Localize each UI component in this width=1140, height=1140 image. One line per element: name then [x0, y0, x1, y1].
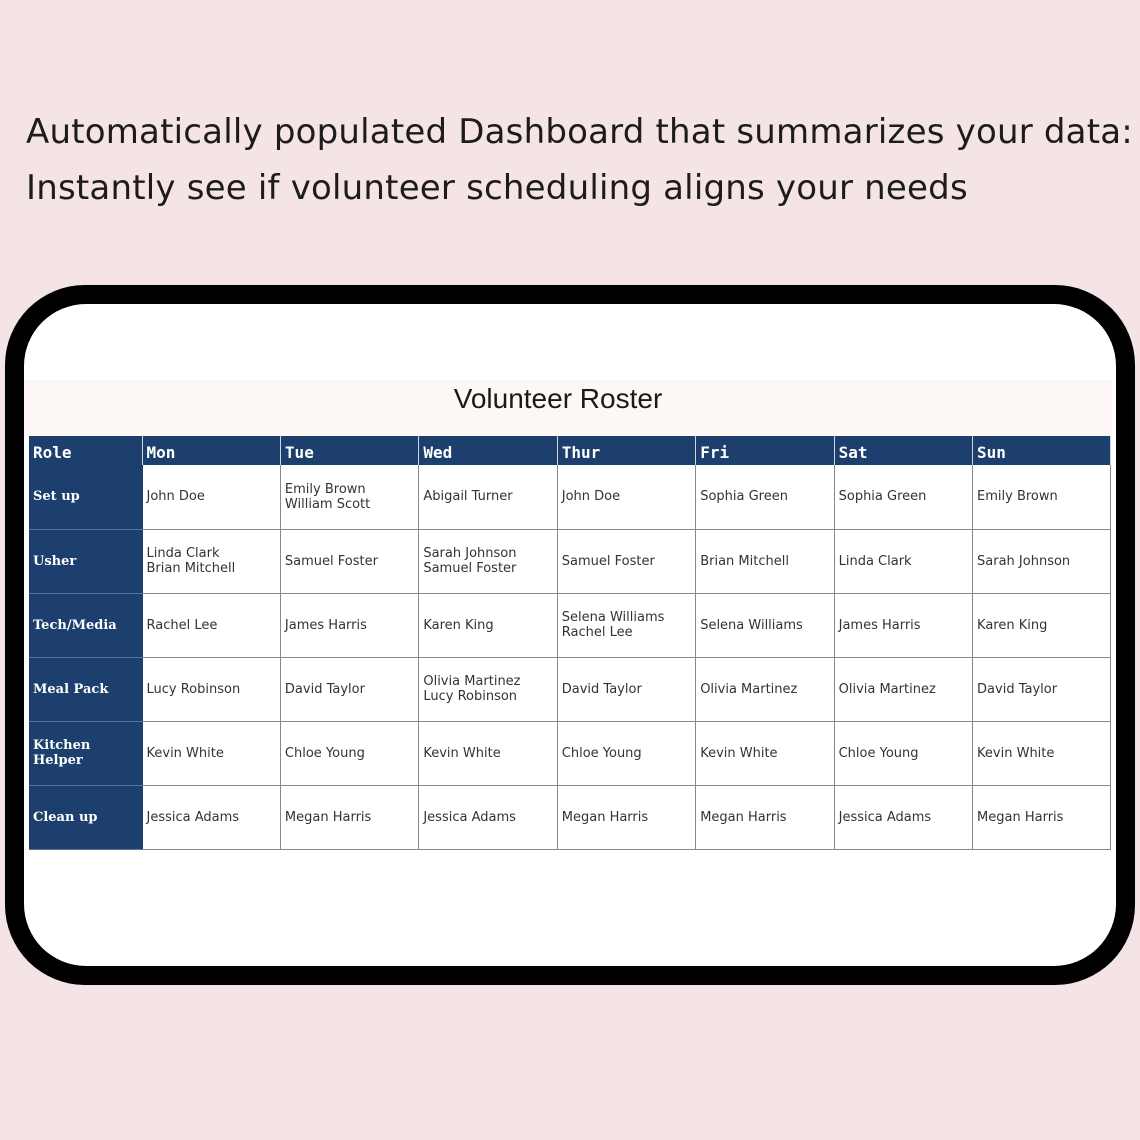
role-cell[interactable]: Meal Pack [29, 657, 142, 721]
column-header-sat[interactable]: Sat [834, 436, 972, 465]
volunteer-name: Lucy Robinson [146, 681, 241, 697]
volunteer-name: Megan Harris [700, 809, 787, 825]
volunteer-name: Emily Brown [284, 481, 366, 497]
schedule-cell[interactable] [142, 785, 280, 849]
volunteer-name: Kevin White [146, 745, 224, 761]
column-header-sun[interactable]: Sun [973, 436, 1111, 465]
schedule-cell[interactable] [973, 785, 1111, 849]
volunteer-name: Kevin White [423, 745, 501, 761]
schedule-cell[interactable] [557, 465, 695, 529]
roster-header-row [29, 436, 1111, 465]
schedule-cell[interactable] [973, 721, 1111, 785]
schedule-cell[interactable] [419, 465, 557, 529]
volunteer-name: Chloe Young [284, 745, 365, 761]
volunteer-name: Olivia Martinez [423, 674, 521, 689]
volunteer-name: Sarah Johnson [423, 546, 517, 561]
volunteer-name: Brian Mitchell [146, 561, 236, 576]
volunteer-name: Samuel Foster [284, 553, 378, 569]
schedule-cell[interactable] [834, 465, 972, 529]
schedule-cell[interactable] [142, 465, 280, 529]
volunteer-name: Megan Harris [977, 809, 1064, 825]
volunteer-name: David Taylor [977, 681, 1058, 697]
schedule-cell[interactable] [696, 721, 834, 785]
volunteer-name: Megan Harris [284, 809, 372, 825]
schedule-cell[interactable] [696, 657, 834, 721]
volunteer-name: David Taylor [561, 681, 642, 697]
schedule-cell[interactable] [973, 529, 1111, 593]
schedule-cell[interactable] [696, 593, 834, 657]
volunteer-name: Karen King [977, 617, 1048, 633]
volunteer-name: Olivia Martinez [838, 681, 936, 697]
role-cell[interactable]: Clean up [29, 785, 142, 849]
volunteer-name: Olivia Martinez [700, 681, 798, 697]
schedule-cell[interactable] [419, 721, 557, 785]
schedule-cell[interactable] [834, 657, 972, 721]
column-header-mon[interactable]: Mon [142, 436, 280, 465]
volunteer-name: James Harris [838, 617, 921, 633]
roster-body [29, 465, 1111, 849]
volunteer-name: Linda Clark [146, 546, 220, 561]
schedule-cell[interactable] [696, 465, 834, 529]
roster-row [29, 593, 1111, 657]
roster-row [29, 529, 1111, 593]
schedule-cell[interactable] [142, 657, 280, 721]
volunteer-name: Rachel Lee [146, 617, 218, 633]
schedule-cell[interactable] [696, 529, 834, 593]
roster-row [29, 657, 1111, 721]
schedule-cell[interactable] [280, 657, 418, 721]
volunteer-name: Brian Mitchell [700, 553, 789, 569]
role-cell[interactable]: Set up [29, 465, 142, 529]
sheet-title: Volunteer Roster [453, 383, 663, 414]
volunteer-name: Samuel Foster [561, 553, 655, 569]
volunteer-name: Jessica Adams [423, 809, 516, 825]
column-header-role[interactable]: Role [29, 436, 142, 465]
role-cell[interactable]: Usher [29, 529, 142, 593]
schedule-cell[interactable] [973, 465, 1111, 529]
schedule-cell[interactable] [280, 529, 418, 593]
headline [26, 104, 1133, 216]
volunteer-name: Karen King [423, 617, 494, 633]
roster-table [29, 436, 1111, 850]
schedule-cell[interactable] [834, 593, 972, 657]
roster-row [29, 785, 1111, 849]
volunteer-name: Selena Williams [700, 617, 803, 633]
schedule-cell[interactable] [557, 721, 695, 785]
volunteer-name: Samuel Foster [423, 561, 517, 576]
headline-line-2: Instantly see if volunteer scheduling aligns your needs [26, 168, 968, 208]
schedule-cell[interactable] [557, 593, 695, 657]
roster-row [29, 721, 1111, 785]
column-header-wed[interactable]: Wed [419, 436, 557, 465]
volunteer-name: Jessica Adams [838, 809, 932, 825]
column-header-thur[interactable]: Thur [557, 436, 695, 465]
schedule-cell[interactable] [142, 529, 280, 593]
volunteer-name: Lucy Robinson [423, 689, 518, 704]
column-header-fri[interactable]: Fri [696, 436, 834, 465]
headline-line-1: Automatically populated Dashboard that summarizes your data: [26, 112, 1133, 152]
schedule-cell[interactable] [142, 593, 280, 657]
volunteer-name: James Harris [284, 617, 367, 633]
schedule-cell[interactable] [280, 465, 418, 529]
volunteer-name: Abigail Turner [423, 489, 513, 505]
schedule-cell[interactable] [419, 785, 557, 849]
schedule-cell[interactable] [973, 593, 1111, 657]
schedule-cell[interactable] [419, 593, 557, 657]
schedule-cell[interactable] [696, 785, 834, 849]
schedule-cell[interactable] [280, 721, 418, 785]
schedule-cell[interactable] [557, 657, 695, 721]
volunteer-name: John Doe [146, 489, 205, 505]
volunteer-name: Chloe Young [561, 745, 642, 761]
schedule-cell[interactable] [973, 657, 1111, 721]
schedule-cell[interactable] [834, 529, 972, 593]
schedule-cell[interactable] [419, 657, 557, 721]
schedule-cell[interactable] [834, 785, 972, 849]
volunteer-name: Sophia Green [838, 489, 927, 505]
volunteer-name: David Taylor [284, 681, 365, 697]
role-cell[interactable]: Kitchen Helper [29, 721, 142, 785]
schedule-cell[interactable] [142, 721, 280, 785]
schedule-cell[interactable] [557, 785, 695, 849]
schedule-cell[interactable] [280, 785, 418, 849]
column-header-tue[interactable]: Tue [280, 436, 418, 465]
volunteer-name: Emily Brown [977, 489, 1058, 505]
schedule-cell[interactable] [419, 529, 557, 593]
volunteer-name: Rachel Lee [561, 625, 633, 640]
volunteer-name: Sarah Johnson [977, 553, 1071, 569]
volunteer-name: Sophia Green [700, 489, 788, 505]
volunteer-name: Kevin White [977, 745, 1055, 761]
volunteer-name: Kevin White [700, 745, 778, 761]
volunteer-name: Megan Harris [561, 809, 649, 825]
role-cell[interactable]: Tech/Media [29, 593, 142, 657]
volunteer-name: Selena Williams [561, 610, 665, 625]
schedule-cell[interactable] [557, 529, 695, 593]
schedule-cell[interactable] [834, 721, 972, 785]
volunteer-name: William Scott [284, 496, 371, 512]
schedule-cell[interactable] [280, 593, 418, 657]
volunteer-name: Linda Clark [838, 553, 912, 569]
volunteer-name: Jessica Adams [146, 809, 240, 825]
roster-row [29, 465, 1111, 529]
volunteer-name: Chloe Young [838, 745, 919, 761]
volunteer-name: John Doe [561, 489, 621, 505]
